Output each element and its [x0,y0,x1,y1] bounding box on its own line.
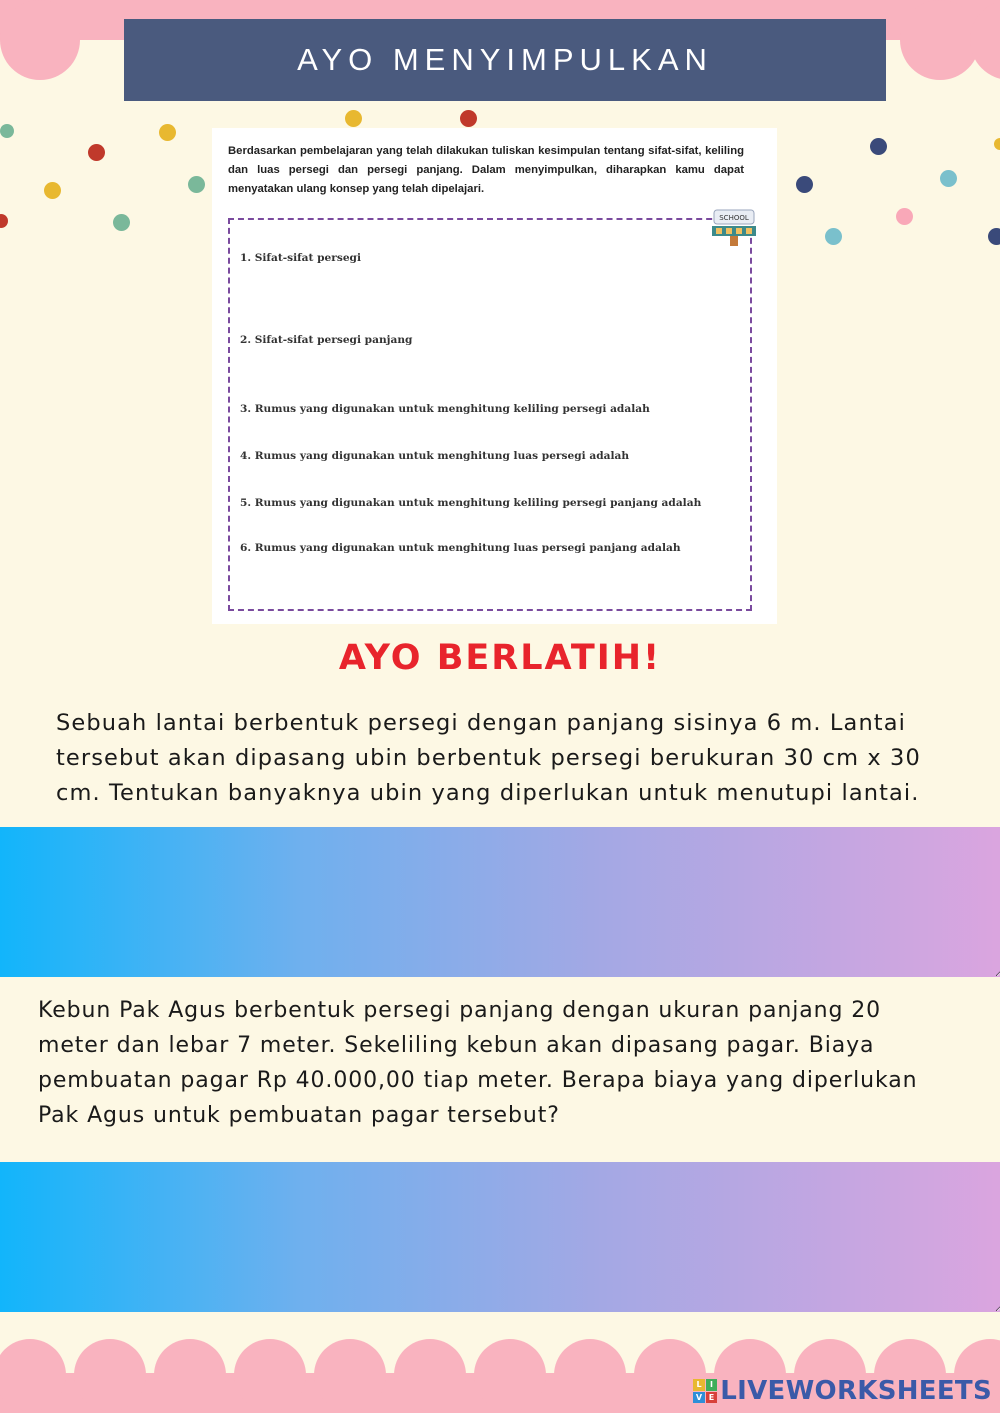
conclusion-item-5: 5. Rumus yang digunakan untuk menghitung keliling persegi panjang adalah [240,497,702,509]
confetti-dot [940,170,957,187]
liveworksheets-logo-icon [693,1379,717,1403]
conclusion-item-4: 4. Rumus yang digunakan untuk menghitung luas persegi adalah [240,450,630,462]
logo-letter: L [693,1379,705,1391]
confetti-dot [796,176,813,193]
header-banner [124,19,886,101]
confetti-dot [113,214,130,231]
question-2-text: Kebun Pak Agus berbentuk persegi panjang dengan ukuran panjang 20 meter dan lebar 7 meter. Sekeliling kebun akan dipasang pagar. Biaya pembuatan pagar Rp 40.000,00 tiap meter. Berapa biaya yang diperlukan Pak Agus untuk pembuatan pagar tersebut? [38,998,918,1128]
conclusion-item-2: 2. Sifat-sifat persegi panjang [240,334,413,346]
confetti-dot [159,124,176,141]
confetti-dot [825,228,842,245]
confetti-dot [870,138,887,155]
confetti-dot [345,110,362,127]
confetti-dot [44,182,61,199]
confetti-dot [188,176,205,193]
logo-letter: V [693,1392,705,1404]
answer-2-field[interactable] [0,1162,1000,1312]
conclusion-item-1: 1. Sifat-sifat persegi [240,252,361,264]
conclusion-item-3: 3. Rumus yang digunakan untuk menghitung keliling persegi adalah [240,403,650,415]
logo-letter: I [706,1379,718,1391]
confetti-dot [0,214,8,228]
confetti-dot [994,138,1000,150]
page-title: AYO MENYIMPULKAN [297,42,713,77]
school-building-icon [710,206,758,248]
answer-1-field[interactable] [0,827,1000,977]
conclusion-card [212,128,777,624]
brand-name: LIVEWORKSHEETS [720,1376,992,1406]
practice-title: AYO BERLATIH! [338,638,662,678]
school-sign-text: SCHOOL [719,214,749,222]
question-1-text: Sebuah lantai berbentuk persegi dengan panjang sisinya 6 m. Lantai tersebut akan dipasang ubin berbentuk persegi berukuran 30 cm x 30 cm. Tentukan banyaknya ubin yang diperlukan untuk menutupi lantai. [56,710,921,806]
confetti-dot [988,228,1000,245]
liveworksheets-brand [693,1376,992,1406]
card-instructions: Berdasarkan pembelajaran yang telah dilakukan tuliskan kesimpulan tentang sifat-sifat, keliling dan luas persegi dan persegi panjang. Dalam menyimpulkan, diharapkan kamu dapat menyatakan ulang konsep yang telah dipelajari. [228,145,744,195]
logo-letter: E [706,1392,718,1404]
confetti-dot [460,110,477,127]
conclusion-item-6: 6. Rumus yang digunakan untuk menghitung luas persegi panjang adalah [240,542,681,554]
confetti-dot [0,124,14,138]
confetti-dot [896,208,913,225]
confetti-dot [88,144,105,161]
